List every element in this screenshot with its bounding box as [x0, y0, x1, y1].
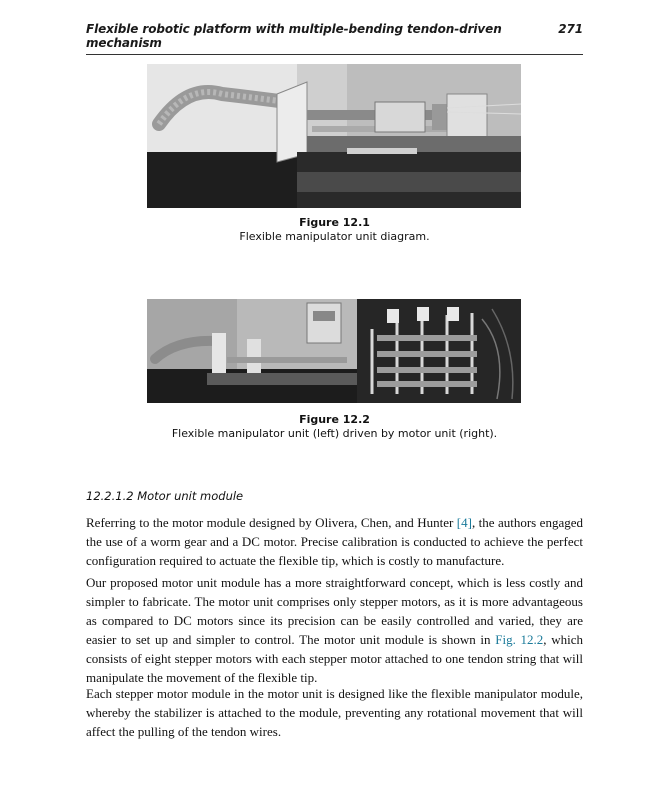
figure-12-2-illustration: [147, 299, 521, 403]
page-number: 271: [558, 22, 583, 36]
figure-12-2-caption: [86, 413, 583, 441]
running-head: [86, 22, 583, 55]
figure-caption-text: Flexible manipulator unit diagram.: [239, 230, 430, 243]
paragraph-2: [86, 573, 583, 687]
running-title: Flexible robotic platform with multiple-bending tendon-driven mechanism: [86, 22, 502, 50]
figure-12-1-caption: [86, 216, 583, 244]
figure-caption-text: Flexible manipulator unit (left) driven by motor unit (right).: [171, 427, 498, 440]
figure-12-1-photo: [147, 64, 521, 208]
paragraph-text: , the authors engaged the use of a worm gear and a DC motor. Precise calibration is conducted to achieve the perfect configuration required to actuate the flexible tip, which is costly to manufacture.: [86, 515, 583, 568]
paragraph-text: , which consists of eight stepper motors with each stepper motor attached to one tendon string that will manipulate the movement of the flexible tip.: [86, 632, 583, 685]
section-heading: 12.2.1.2 Motor unit module: [86, 489, 244, 503]
figure-reference-link[interactable]: Fig. 12.2: [495, 632, 544, 647]
paragraph-3: Each stepper motor module in the motor unit is designed like the flexible manipulator module, whereby the stabilizer is attached to the module, preventing any rotational movement that will affect the pulling of the tendon wires.: [86, 686, 583, 739]
figure-12-1-illustration: [147, 64, 521, 208]
figure-label: Figure 12.2: [299, 413, 370, 426]
figure-label: Figure 12.1: [299, 216, 370, 229]
paragraph-1: [86, 513, 583, 570]
citation-link[interactable]: [4]: [456, 515, 472, 530]
paragraph-text: Referring to the motor module designed by Olivera, Chen, and Hunter: [86, 515, 457, 530]
figure-12-2-photo: [147, 299, 521, 403]
paragraph-text: Our proposed motor unit module has a more straightforward concept, which is less costly and simpler to fabricate. The motor unit comprises only stepper motors, as it is more advantageous as compared to DC motors since its precision can be easily controlled and varied, they are easier to set up and simpler to control. The motor unit module is shown in: [86, 575, 583, 647]
